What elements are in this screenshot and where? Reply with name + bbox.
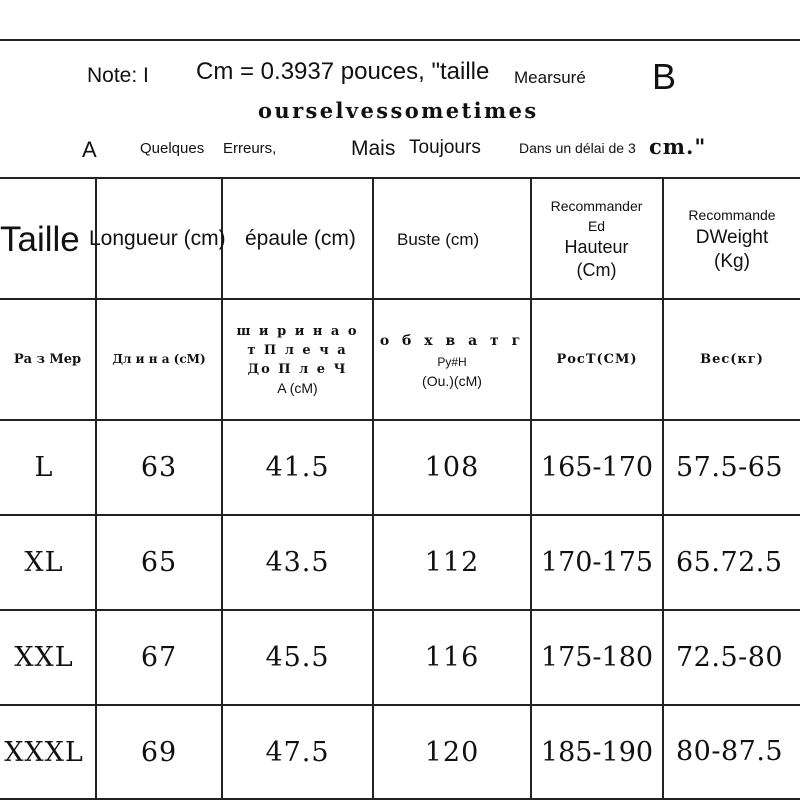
cell-weight: 80-87.5 — [676, 736, 784, 767]
cell-height: 175-180 — [540, 642, 654, 673]
ru-bust-line2: Ру#Н — [437, 354, 467, 369]
cell-size: L — [34, 452, 54, 483]
cell-shoulder: 41.5 — [265, 452, 330, 483]
cell-length: 67 — [140, 642, 178, 673]
cell-bust: 108 — [424, 452, 480, 483]
cell-height: 185-190 — [540, 736, 654, 768]
header-hauteur-line3: Hauteur — [564, 237, 629, 257]
measured-text: Mearsuré — [514, 68, 586, 87]
cell-shoulder: 43.5 — [265, 547, 330, 578]
cell-weight: 72.5-80 — [676, 642, 784, 673]
cell-size: XXXL — [4, 736, 84, 768]
cell-bust: 120 — [424, 736, 480, 768]
ru-bust-line3: (Ou.)(cM) — [422, 372, 482, 389]
table-line — [0, 177, 800, 179]
ru-header-weight — [664, 300, 800, 419]
quelques-text: Quelques — [140, 140, 205, 157]
cell-weight: 57.5-65 — [676, 452, 784, 483]
cell-size: XXL — [14, 642, 74, 673]
ru-shoulder-line3: До П л е Ч — [247, 362, 348, 377]
mais-text: Mais — [351, 137, 396, 160]
cell-shoulder: 47.5 — [265, 736, 330, 768]
letter-a: A — [82, 137, 97, 162]
ru-size-label: Ра з Мер — [13, 352, 82, 367]
header-poids-line1: Recommande — [688, 207, 776, 223]
erreurs-text: Erreurs, — [223, 140, 277, 157]
header-hauteur-line1: Recommander — [550, 198, 643, 214]
ru-height-label: РосТ(СМ) — [556, 352, 638, 367]
cell-length: 69 — [140, 736, 178, 768]
ourselves-text: ourselvessometimes — [258, 98, 539, 123]
header-poids-line3: (Kg) — [714, 251, 750, 272]
cell-bust: 116 — [424, 642, 480, 673]
cell-height: 170-175 — [540, 547, 654, 578]
header-poids — [664, 180, 800, 298]
cell-weight: 65.72.5 — [676, 547, 783, 578]
header-taille: Taille — [0, 220, 80, 259]
header-poids-line2: DWeight — [695, 227, 769, 248]
top-border — [0, 39, 800, 41]
cell-length: 63 — [140, 452, 178, 483]
ru-shoulder-line4: A (cM) — [277, 380, 318, 396]
ru-weight-label: Вес(кг) — [700, 352, 764, 367]
note-label: Note: I — [87, 64, 149, 87]
ru-header-size — [0, 300, 95, 419]
ru-shoulder-line2: т П л е ч а — [247, 343, 348, 358]
header-hauteur-line4: (Cm) — [576, 260, 617, 280]
cell-bust: 112 — [424, 547, 480, 578]
cell-shoulder: 45.5 — [265, 642, 330, 673]
cm-tail-text: cm." — [649, 134, 707, 159]
conversion-text: Cm = 0.3937 pouces, "taille — [196, 58, 490, 85]
delai-text: Dans un délai de 3 — [519, 140, 636, 156]
ru-header-length — [97, 300, 221, 419]
ru-header-shoulder — [223, 300, 372, 419]
cell-size: XL — [24, 547, 64, 578]
ru-shoulder-line1: ш и р и н а о — [236, 324, 359, 339]
header-longueur: Longueur (cm) — [89, 227, 226, 250]
letter-b: B — [652, 56, 677, 97]
ru-header-bust — [374, 300, 530, 419]
cell-height: 165-170 — [540, 452, 654, 483]
header-hauteur-line2: Ed — [587, 218, 606, 234]
header-hauteur — [531, 180, 662, 298]
header-buste: Buste (cm) — [397, 230, 480, 249]
toujours-text: Toujours — [409, 137, 481, 158]
ru-header-height — [532, 300, 662, 419]
ru-length-label: Дл и н а (сМ) — [112, 352, 206, 366]
cell-length: 65 — [140, 547, 178, 578]
header-epaule: épaule (cm) — [245, 227, 356, 250]
ru-bust-line1: о б х в а т г — [379, 332, 525, 349]
